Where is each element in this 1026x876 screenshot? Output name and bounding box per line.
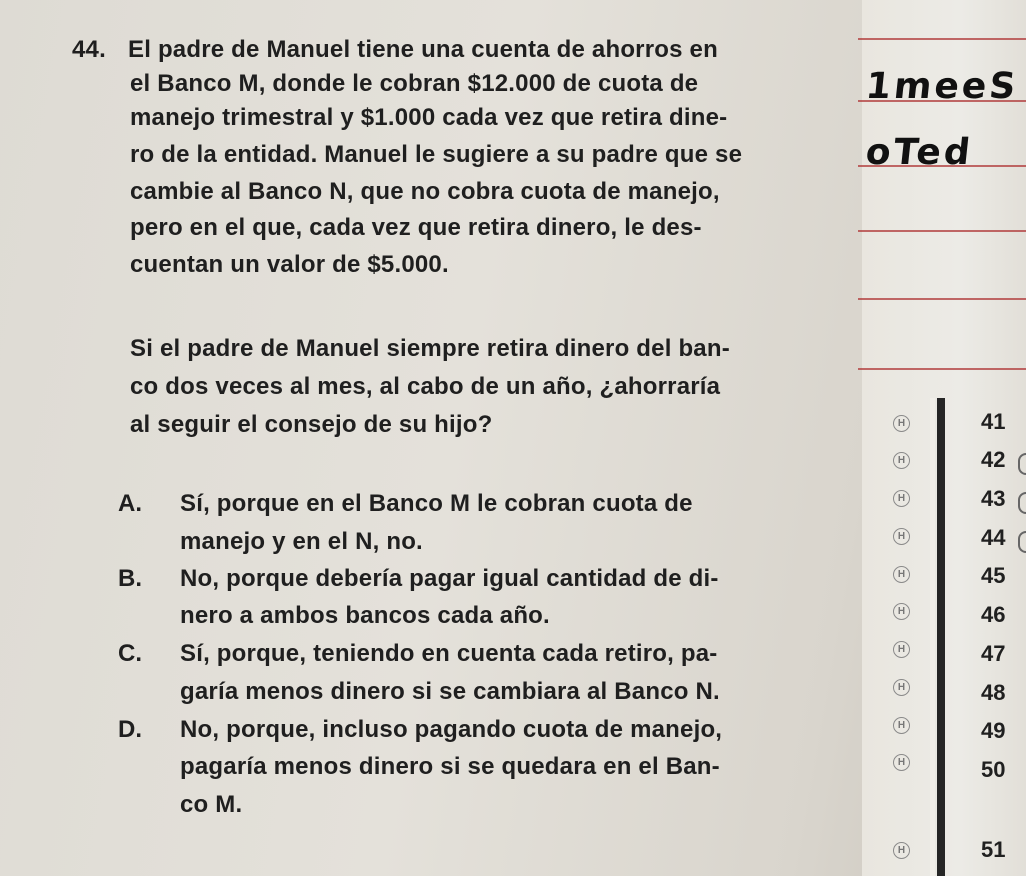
stem-line-3: manejo trimestral y $1.000 cada vez que retira dine- (130, 104, 728, 131)
answer-bubble[interactable] (1018, 453, 1026, 475)
question-number: 44. (72, 36, 106, 63)
answer-bubble[interactable] (1018, 531, 1026, 553)
handwritten-text-2: oTed (863, 132, 975, 173)
print-mark-icon: H (893, 679, 910, 696)
option-d-line-1[interactable]: No, porque, incluso pagando cuota de manejo, (180, 716, 723, 743)
print-mark-icon: H (893, 754, 910, 771)
answer-number-48[interactable]: 48 (981, 680, 1006, 705)
print-mark-icon: H (893, 717, 910, 734)
answer-number-46[interactable]: 46 (981, 602, 1006, 627)
print-mark-icon: H (893, 452, 910, 469)
sheet-rule (858, 368, 1026, 370)
option-a-letter[interactable]: A. (118, 490, 142, 517)
stem-line-6: pero en el que, cada vez que retira dinero, le des- (130, 214, 702, 241)
print-mark-icon: H (893, 641, 910, 658)
answer-number-44[interactable]: 44 (981, 525, 1006, 550)
option-b-line-2[interactable]: nero a ambos bancos cada año. (180, 602, 550, 629)
stem-line-1: El padre de Manuel tiene una cuenta de ahorros en (128, 36, 718, 63)
answer-column-edge (930, 398, 935, 876)
option-a-line-2[interactable]: manejo y en el N, no. (180, 528, 423, 555)
answer-number-47[interactable]: 47 (981, 641, 1006, 666)
stem-line-7: cuentan un valor de $5.000. (130, 251, 449, 278)
prompt-line-3: al seguir el consejo de su hijo? (130, 411, 493, 438)
print-mark-icon: H (893, 528, 910, 545)
sheet-rule (858, 230, 1026, 232)
answer-number-42[interactable]: 42 (981, 447, 1006, 472)
sheet-rule (858, 298, 1026, 300)
option-d-line-3[interactable]: co M. (180, 791, 243, 818)
option-c-letter[interactable]: C. (118, 640, 142, 667)
option-b-letter[interactable]: B. (118, 565, 142, 592)
sheet-rule (858, 38, 1026, 40)
answer-number-49[interactable]: 49 (981, 718, 1006, 743)
option-c-line-1[interactable]: Sí, porque, teniendo en cuenta cada retiro, pa- (180, 640, 718, 667)
answer-bubble[interactable] (1018, 492, 1026, 514)
stem-line-5: cambie al Banco N, que no cobra cuota de manejo, (130, 178, 720, 205)
answer-number-51[interactable]: 51 (981, 837, 1006, 862)
prompt-line-2: co dos veces al mes, al cabo de un año, ¿ahorraría (130, 373, 721, 400)
answer-number-45[interactable]: 45 (981, 563, 1006, 588)
option-b-line-1[interactable]: No, porque debería pagar igual cantidad de di- (180, 565, 719, 592)
answer-number-41[interactable]: 41 (981, 409, 1006, 434)
answer-number-43[interactable]: 43 (981, 486, 1006, 511)
answer-number-50[interactable]: 50 (981, 757, 1006, 782)
answer-column-divider (937, 398, 945, 876)
option-a-line-1[interactable]: Sí, porque en el Banco M le cobran cuota de (180, 490, 693, 517)
print-mark-icon: H (893, 490, 910, 507)
print-mark-icon: H (893, 415, 910, 432)
print-mark-icon: H (893, 566, 910, 583)
option-c-line-2[interactable]: garía menos dinero si se cambiara al Banco N. (180, 678, 720, 705)
option-d-line-2[interactable]: pagaría menos dinero si se quedara en el Ban- (180, 753, 720, 780)
print-mark-icon: H (893, 603, 910, 620)
print-mark-icon: H (893, 842, 910, 859)
stem-line-4: ro de la entidad. Manuel le sugiere a su padre que se (130, 141, 743, 168)
handwritten-text-1: 1meeS (863, 66, 1021, 107)
prompt-line-1: Si el padre de Manuel siempre retira dinero del ban- (130, 335, 730, 362)
stem-line-2: el Banco M, donde le cobran $12.000 de cuota de (130, 70, 699, 97)
option-d-letter[interactable]: D. (118, 716, 142, 743)
